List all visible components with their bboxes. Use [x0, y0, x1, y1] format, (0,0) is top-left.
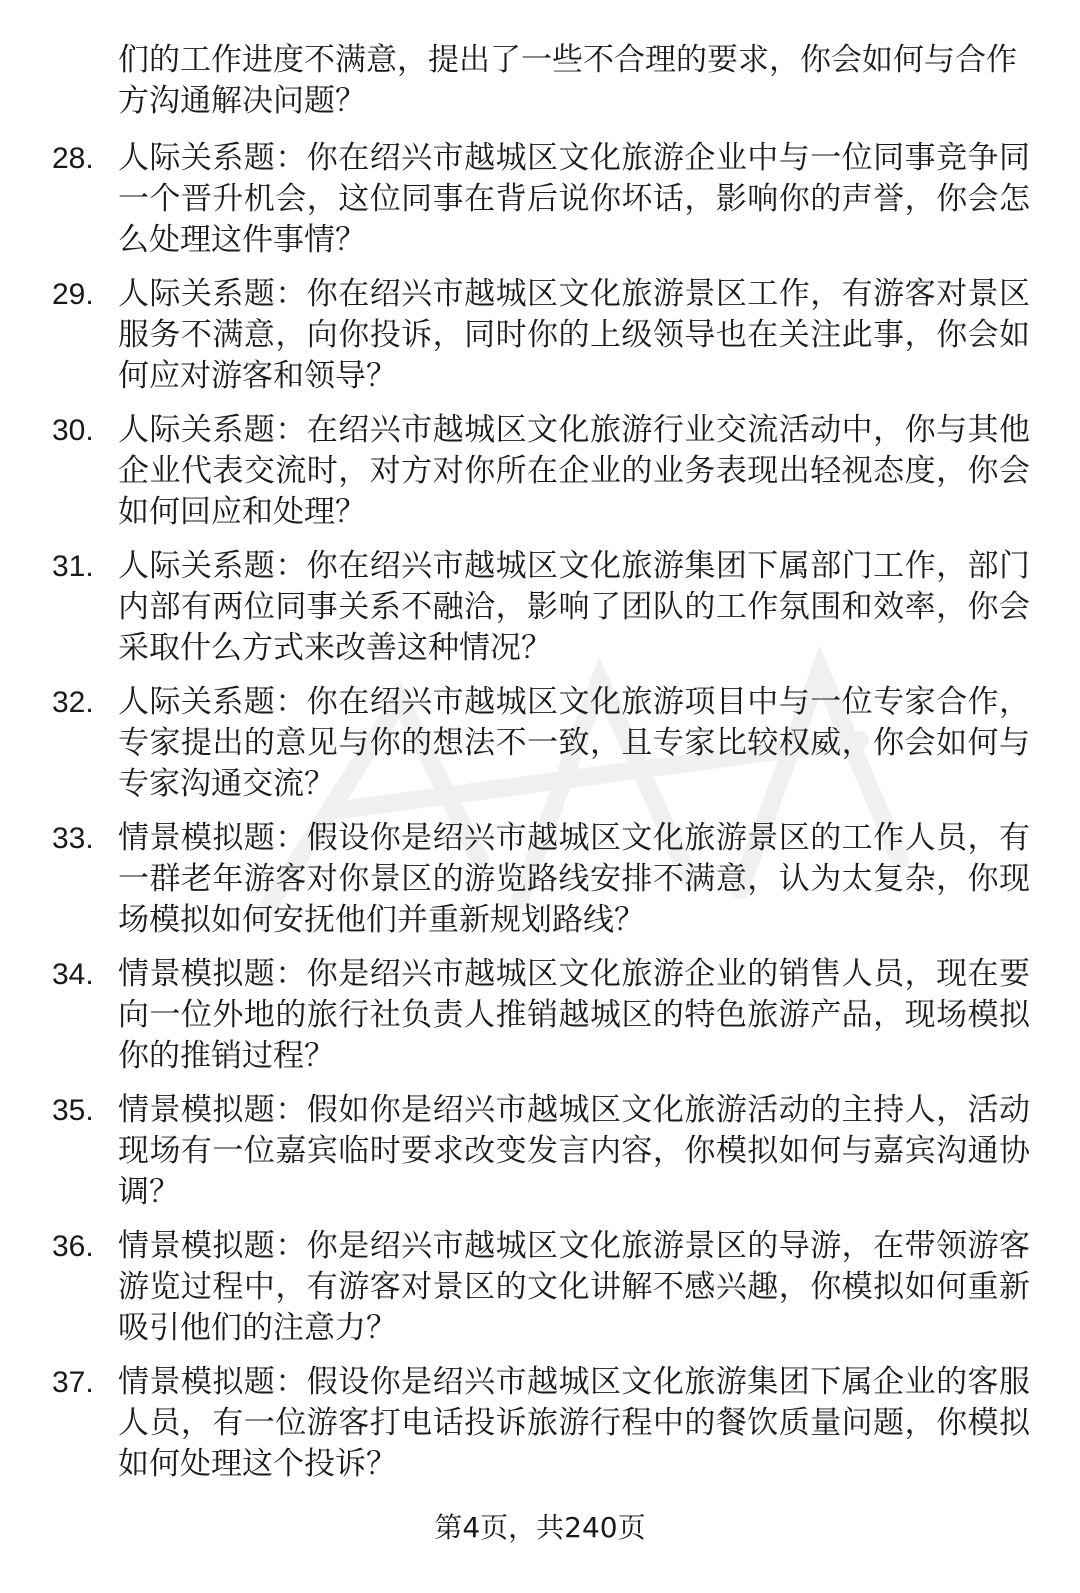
question-text: 人际关系题：你在绍兴市越城区文化旅游集团下属部门工作，部门内部有两位同事关系不融洽，影响了团队的工作氛围和效率，你会采取什么方式来改善这种情况？ [118, 548, 1030, 666]
question-item [0, 546, 1030, 669]
question-number: 30. [52, 414, 94, 447]
question-number: 29. [52, 278, 94, 311]
question-text: 情景模拟题：假设你是绍兴市越城区文化旅游集团下属企业的客服人员，有一位游客打电话投诉旅游行程中的餐饮质量问题，你模拟如何处理这个投诉？ [118, 1364, 1030, 1482]
question-item [0, 410, 1030, 533]
question-text: 人际关系题：你在绍兴市越城区文化旅游企业中与一位同事竞争同一个晋升机会，这位同事在背后说你坏话，影响你的声誉，你会怎么处理这件事情？ [118, 140, 1030, 258]
question-number: 35. [52, 1094, 94, 1127]
question-text: 情景模拟题：假设你是绍兴市越城区文化旅游景区的工作人员，有一群老年游客对你景区的游览路线安排不满意，认为太复杂，你现场模拟如何安抚他们并重新规划路线？ [118, 820, 1030, 938]
question-item [0, 138, 1030, 261]
question-number: 37. [52, 1366, 94, 1399]
question-item [0, 954, 1030, 1077]
question-item [0, 1090, 1030, 1213]
question-number: 34. [52, 958, 94, 991]
question-number: 28. [52, 142, 94, 175]
question-text: 人际关系题：在绍兴市越城区文化旅游行业交流活动中，你与其他企业代表交流时，对方对你所在企业的业务表现出轻视态度，你会如何回应和处理？ [118, 412, 1030, 530]
question-item [0, 1226, 1030, 1349]
continued-question-text: 们的工作进度不满意，提出了一些不合理的要求，你会如何与合作方沟通解决问题？ [118, 42, 1017, 119]
question-text: 情景模拟题：假如你是绍兴市越城区文化旅游活动的主持人，活动现场有一位嘉宾临时要求改变发言内容，你模拟如何与嘉宾沟通协调？ [118, 1092, 1030, 1210]
question-number: 32. [52, 686, 94, 719]
question-text: 人际关系题：你在绍兴市越城区文化旅游景区工作，有游客对景区服务不满意，向你投诉，同时你的上级领导也在关注此事，你会如何应对游客和领导？ [118, 276, 1030, 394]
question-item [0, 682, 1030, 805]
question-number: 31. [52, 550, 94, 583]
question-text: 情景模拟题：你是绍兴市越城区文化旅游景区的导游，在带领游客游览过程中，有游客对景区的文化讲解不感兴趣，你模拟如何重新吸引他们的注意力？ [118, 1228, 1030, 1346]
question-list [0, 138, 1080, 1498]
question-item [0, 1362, 1030, 1485]
page-footer: 第4页，共240页 [434, 1511, 646, 1544]
question-item [0, 274, 1030, 397]
question-text: 人际关系题：你在绍兴市越城区文化旅游项目中与一位专家合作，专家提出的意见与你的想法不一致，且专家比较权威，你会如何与专家沟通交流？ [118, 684, 1030, 802]
question-item [0, 818, 1030, 941]
question-number: 33. [52, 822, 94, 855]
question-text: 情景模拟题：你是绍兴市越城区文化旅游企业的销售人员，现在要向一位外地的旅行社负责人推销越城区的特色旅游产品，现场模拟你的推销过程？ [118, 956, 1030, 1074]
question-number: 36. [52, 1230, 94, 1263]
